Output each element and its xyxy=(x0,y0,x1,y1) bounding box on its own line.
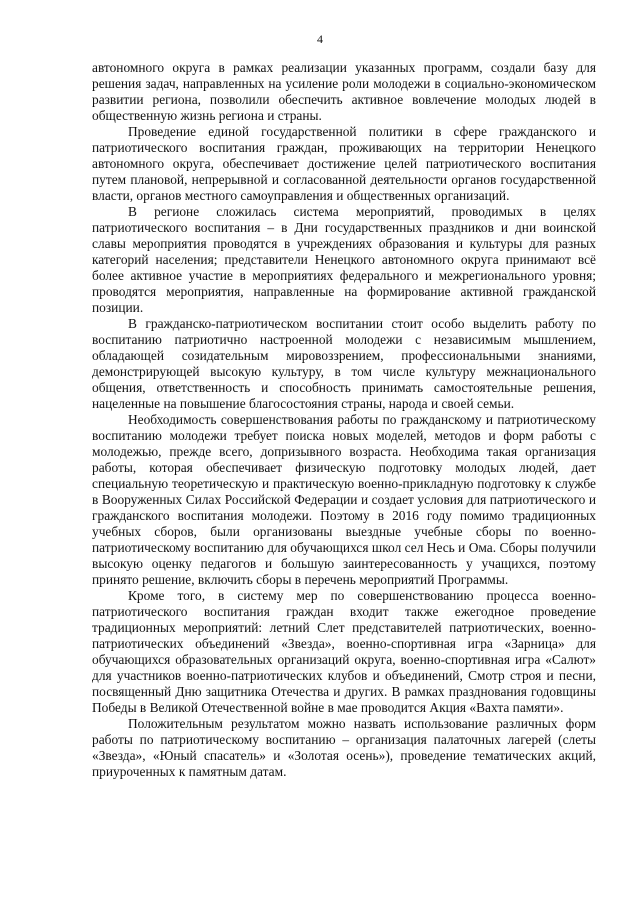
paragraph-1: автономного округа в рамках реализации указанных программ, создали базу для решения задач, направленных на усиление роли молодежи в социально-экономическом развитии региона, позволили обеспечить активное вовлечение молодых людей в общественную жизнь региона и страны. xyxy=(92,60,596,123)
document-body xyxy=(92,60,596,780)
paragraph-6: Кроме того, в систему мер по совершенствованию процесса военно-патриотического воспитания граждан входит также ежегодное проведение традиционных мероприятий: летний Слет представителей патриотических, военно-патриотических объединений «Звезда», военно-спортивная игра «Зарница» для обучающихся образовательных организаций округа, военно-спортивная игра «Салют» для участников военно-патриотических клубов и объединений, Смотр строя и песни, посвященный Дню защитника Отечества и других. В рамках празднования годовщины Победы в Великой Отечественной войне в мае проводится Акция «Вахта памяти». xyxy=(92,588,596,715)
paragraph-2: Проведение единой государственной политики в сфере гражданского и патриотического воспитания граждан, проживающих на территории Ненецкого автономного округа, обеспечивает достижение целей патриотического воспитания путем плановой, непрерывной и согласованной деятельности органов государственной власти, органов местного самоуправления и общественных организаций. xyxy=(92,124,596,203)
paragraph-3: В регионе сложилась система мероприятий, проводимых в целях патриотического воспитания – в Дни государственных праздников и дни воинской славы мероприятия проводятся в учреждениях образования и культуры для разных категорий населения; представители Ненецкого автономного округа принимают всё более активное участие в мероприятиях федерального и межрегионального уровня; проводятся мероприятия, направленные на формирование активной гражданской позиции. xyxy=(92,204,596,315)
paragraph-7: Положительным результатом можно назвать использование различных форм работы по патриотическому воспитанию – организация палаточных лагерей (слеты «Звезда», «Юный спасатель» и «Золотая осень»), проведение тематических акций, приуроченных к памятным датам. xyxy=(92,716,596,779)
paragraph-5: Необходимость совершенствования работы по гражданскому и патриотическому воспитанию молодежи требует поиска новых моделей, методов и форм работы с молодежью, прежде всего, допризывного возраста. Необходима такая организация работы, которая обеспечивает физическую подготовку молодых людей, дает специальную теоретическую и практическую военно-прикладную подготовку к службе в Вооруженных Силах Российской Федерации и создает условия для патриотического и гражданского воспитания молодежи. Поэтому в 2016 году помимо традиционных учебных сборов, были организованы выездные учебные сборы по военно-патриотическому воспитанию для обучающихся школ сел Несь и Ома. Сборы получили высокую оценку педагогов и большую заинтересованность у учащихся, поэтому принято решение, включить сборы в перечень мероприятий Программы. xyxy=(92,412,596,587)
paragraph-4: В гражданско-патриотическом воспитании стоит особо выделить работу по воспитанию патриотично настроенной молодежи с независимым мышлением, обладающей созидательным мировоззрением, профессиональными знаниями, демонстрирующей высокую культуру, в том числе культуру межнационального общения, ответственность и способность принимать самостоятельные решения, нацеленные на повышение благосостояния страны, народа и своей семьи. xyxy=(92,316,596,411)
page-number: 4 xyxy=(317,32,323,46)
